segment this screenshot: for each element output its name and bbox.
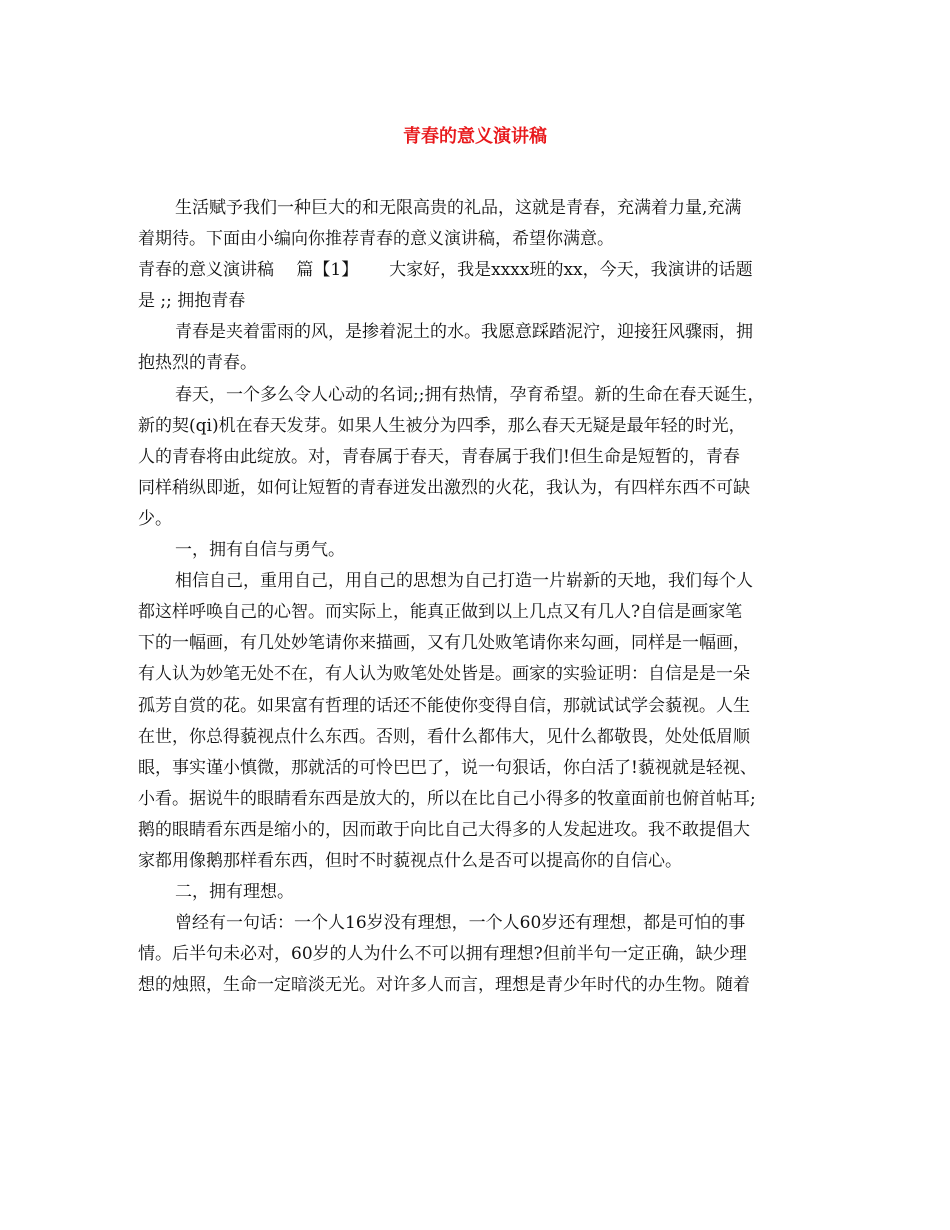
text-line: 小看。据说牛的眼睛看东西是放大的，所以在比自己小得多的牧童面前也俯首帖耳; bbox=[138, 788, 756, 809]
text-line: 鹅的眼睛看东西是缩小的，因而敢于向比自己大得多的人发起进攻。我不敢提倡大 bbox=[138, 819, 750, 840]
text-line: 着期待。下面由小编向你推荐青春的意义演讲稿，希望你满意。 bbox=[138, 229, 614, 250]
text-line: 有人认为妙笔无处不在，有人认为败笔处处皆是。画家的实验证明：自信是是一朵 bbox=[138, 664, 750, 685]
text-line: 少。 bbox=[138, 508, 172, 529]
text-line: 青春是夹着雷雨的风，是掺着泥土的水。我愿意踩踏泥泞，迎接狂风骤雨，拥 bbox=[175, 322, 753, 343]
text-line: 眼，事实谨小慎微，那就活的可怜巴巴了，说一句狠话，你白活了!藐视就是轻视、 bbox=[138, 757, 757, 778]
text-line: 情。后半句未必对，60岁的人为什么不可以拥有理想?但前半句一定正确，缺少理 bbox=[138, 944, 747, 965]
document-body bbox=[138, 193, 818, 1001]
text-line: 一，拥有自信与勇气。 bbox=[175, 540, 345, 561]
text-line: 同样稍纵即逝，如何让短暂的青春迸发出激烈的火花，我认为，有四样东西不可缺 bbox=[138, 477, 750, 498]
text-line: 抱热烈的青春。 bbox=[138, 353, 257, 374]
text-line: 人的青春将由此绽放。对，青春属于春天，青春属于我们!但生命是短暂的，青春 bbox=[138, 446, 740, 467]
text-line: 春天，一个多么令人心动的名词;;拥有热情，孕育希望。新的生命在春天诞生， bbox=[175, 384, 765, 405]
text-line: 下的一幅画，有几处妙笔请你来描画，又有几处败笔请你来勾画，同样是一幅画， bbox=[138, 633, 750, 654]
text-line: 二，拥有理想。 bbox=[175, 882, 294, 903]
document-title: 青春的意义演讲稿 bbox=[403, 126, 547, 147]
text-line: 在世，你总得藐视点什么东西。否则，看什么都伟大，见什么都敬畏，处处低眉顺 bbox=[138, 726, 750, 747]
text-line: 都这样呼唤自己的心智。而实际上，能真正做到以上几点又有几人?自信是画家笔 bbox=[138, 602, 743, 623]
text-line: 生活赋予我们一种巨大的和无限高贵的礼品，这就是青春，充满着力量,充满 bbox=[175, 198, 742, 218]
text-line: 曾经有一句话：一个人16岁没有理想，一个人60岁还有理想，都是可怕的事 bbox=[175, 913, 746, 934]
text-line: 相信自己，重用自己，用自己的思想为自己打造一片崭新的天地，我们每个人 bbox=[175, 571, 753, 592]
text-line: 青春的意义演讲稿 篇【1】 大家好，我是xxxx班的xx，今天，我演讲的话题 bbox=[138, 260, 753, 281]
text-line: 是 ;; 拥抱青春 bbox=[138, 291, 246, 312]
text-line: 新的契(qi)机在春天发芽。如果人生被分为四季，那么春天无疑是最年轻的时光， bbox=[138, 415, 746, 436]
text-line: 想的烛照，生命一定暗淡无光。对许多人而言，理想是青少年时代的办生物。随着 bbox=[138, 975, 750, 996]
text-line: 家都用像鹅那样看东西，但时不时藐视点什么是否可以提高你的自信心。 bbox=[138, 850, 682, 871]
text-line: 孤芳自赏的花。如果富有哲理的话还不能使你变得自信，那就试试学会藐视。人生 bbox=[138, 695, 750, 716]
